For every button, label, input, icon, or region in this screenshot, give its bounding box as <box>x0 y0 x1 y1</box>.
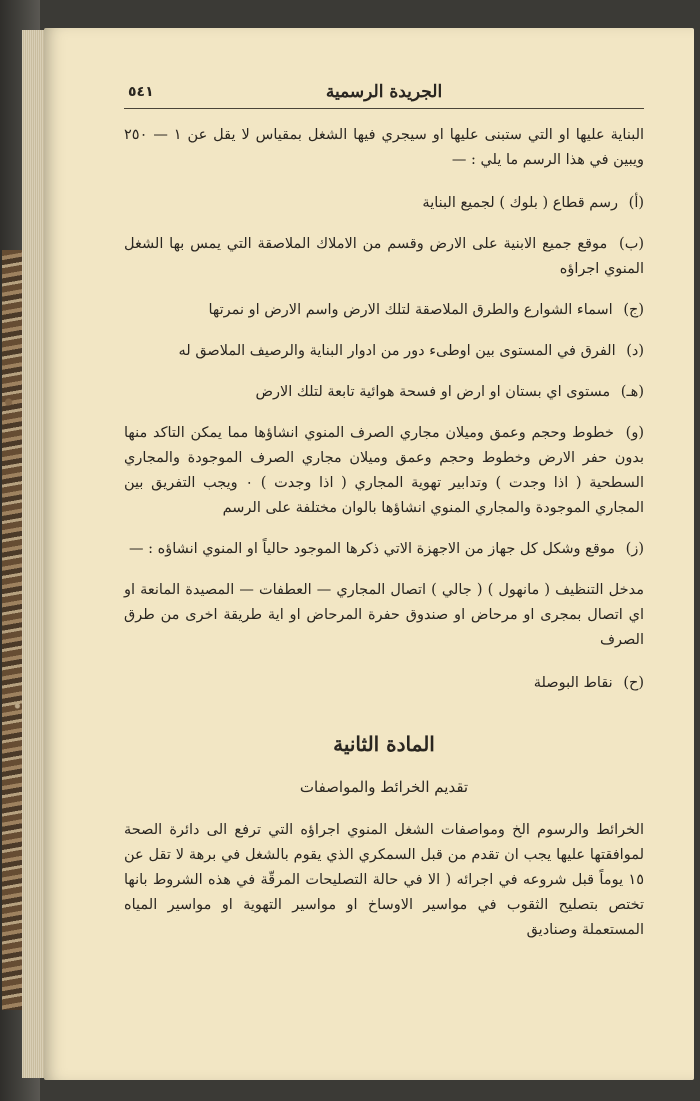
list-item <box>124 537 644 562</box>
item-label: (و) <box>625 425 644 441</box>
item-text: اسماء الشوارع والطرق الملاصقة لتلك الارض واسم الارض او نمرتها <box>208 302 613 318</box>
item-text: خطوط وحجم وعمق وميلان مجاري الصرف المنوي انشاؤها مما يمكن التاكد منها بدون حفر الارض وخطوط وحجم وعمق وميلان مجاري الصرف الموجودة والمجاري السطحية ( اذا وجدت ) وتدابير تهوية المجاري ( اذا وجدت ) ٠ ويجب التفريق بين المجاري الموجودة والمجاري المنوي انشاؤها بالوان مختلفة على الرسم <box>124 425 644 516</box>
page-content <box>124 80 644 961</box>
item-text: مستوى اي بستان او ارض او فسحة هوائية تابعة لتلك الارض <box>255 384 611 400</box>
item-label: (هـ) <box>620 384 644 400</box>
running-header <box>124 80 644 109</box>
item-label: (د) <box>626 343 644 359</box>
list-item <box>124 191 644 216</box>
document-page <box>44 28 694 1080</box>
item-label: (ب) <box>619 236 644 252</box>
article-heading: المادة الثانية <box>333 732 435 756</box>
list-item <box>124 671 644 696</box>
item-text: رسم قطاع ( بلوك ) لجميع البناية <box>422 195 619 211</box>
item-label: (ج) <box>623 302 644 318</box>
list-item <box>124 232 644 282</box>
list-item <box>124 298 644 323</box>
item-text: موقع وشكل كل جهاز من الاجهزة الاتي ذكرها الموجود حالياً او المنوي انشاؤه : — <box>129 541 616 557</box>
list-item <box>124 339 644 364</box>
intro-paragraph: البناية عليها او التي ستبنى عليها او سيجري فيها الشغل بمقياس لا يقل عن ١ — ٢٥٠ ويبين في هذا الرسم ما يلي : — <box>124 127 645 168</box>
item-label: (ز) <box>625 541 644 557</box>
item-label: (ح) <box>623 675 644 691</box>
item-label: (أ) <box>628 195 644 211</box>
page-number: ٥٤١ <box>128 84 154 100</box>
fixtures-paragraph: مدخل التنظيف ( مانهول ) ( جالي ) اتصال المجاري — العطفات — المصيدة المانعة او اي اتصال بمجرى او مرحاض او صندوق حفرة المرحاض او اية طريقة اخرى من طرق الصرف <box>124 582 644 648</box>
article-body: الخرائط والرسوم الخ ومواصفات الشغل المنوي اجراؤه التي ترفع الى دائرة الصحة لموافقتها عليها يجب ان تقدم من قبل السمكري الذي يقوم بالشغل في برهة لا تقل عن ١٥ يوماً قبل شروعه في اجرائه ( الا في حالة التصليحات المرقّة في هذه الشروط بانها تختص بتصليح الثقوب في مواسير الاوساخ او مواسير التهوية او مواسير المياه المستعملة وصناديق <box>124 822 644 938</box>
list-item <box>124 380 644 405</box>
journal-title: الجريدة الرسمية <box>325 82 443 102</box>
article-subheading: تقديم الخرائط والمواصفات <box>299 778 469 796</box>
marbled-cover-edge <box>2 250 24 1010</box>
item-text: موقع جميع الابنية على الارض وقسم من الاملاك الملاصقة التي يمس بها الشغل المنوي اجراؤه <box>124 236 644 277</box>
item-text: الفرق في المستوى بين اوطىء دور من ادوار البناية والرصيف الملاصق له <box>178 343 616 359</box>
list-item <box>124 421 644 521</box>
item-text: نقاط البوصلة <box>533 675 613 691</box>
